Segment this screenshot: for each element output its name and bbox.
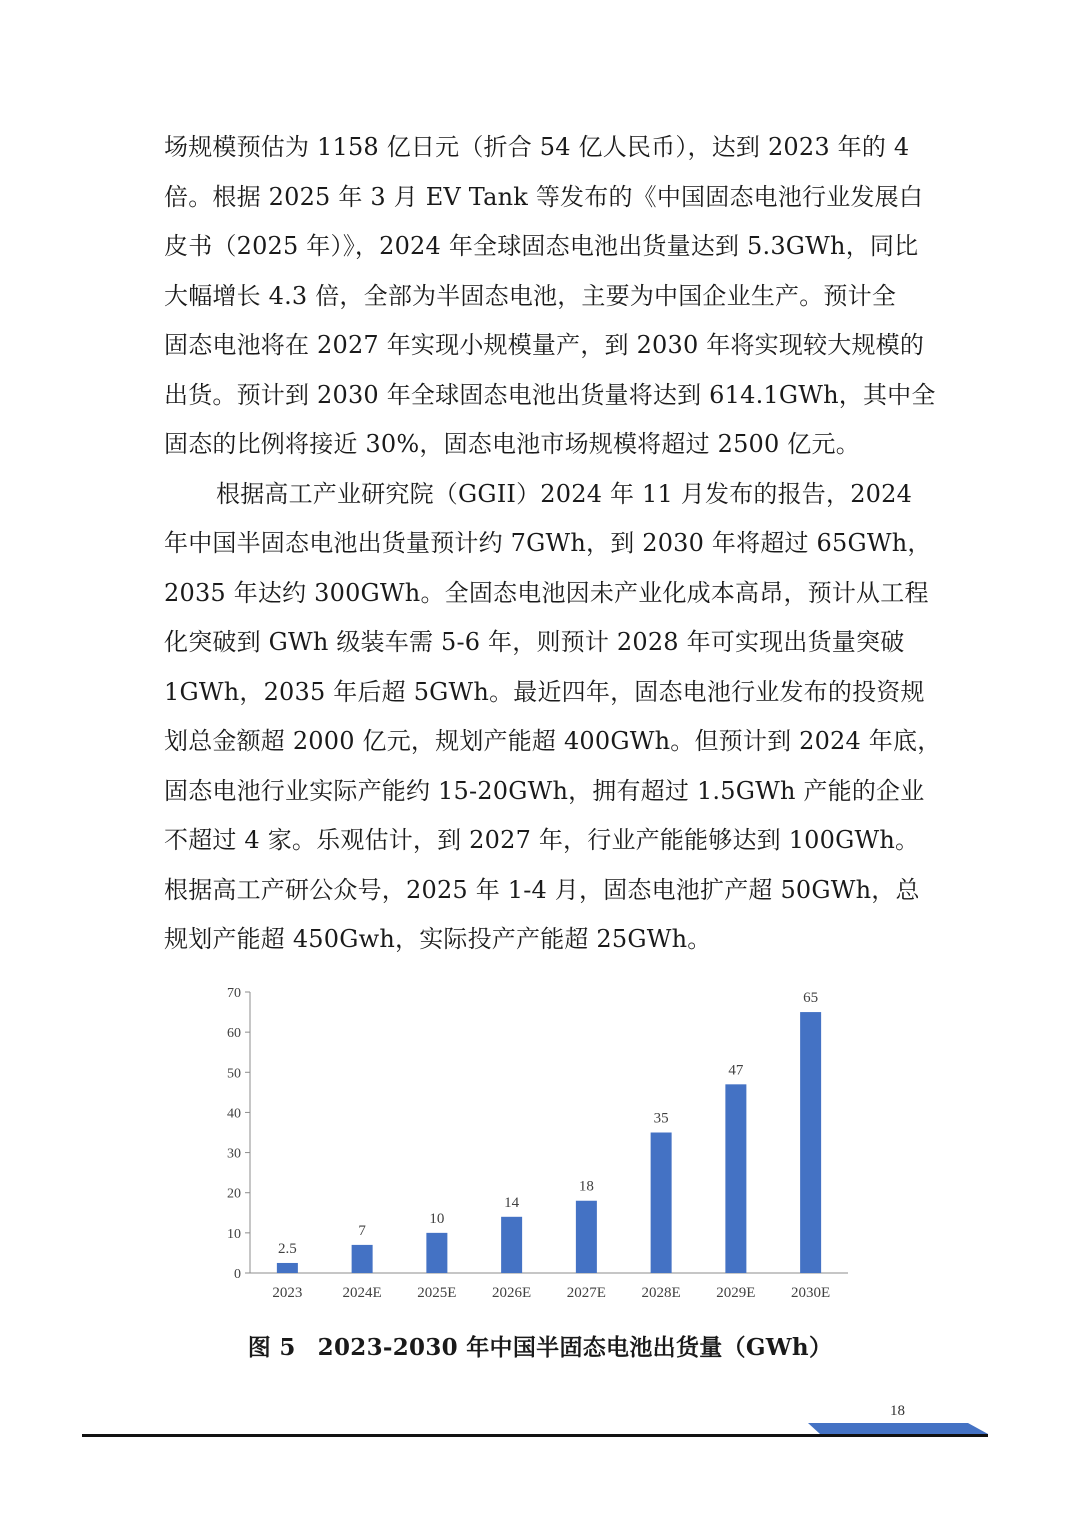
x-tick-label: 2025E [417,1285,457,1301]
bar [277,1263,298,1273]
data-label: 14 [504,1194,520,1211]
text-line: 固态电池行业实际产能约 15-20GWh，拥有超过 1.5GWh 产能的企业 [164,776,925,805]
data-label: 18 [578,1178,594,1195]
data-label: 10 [429,1210,445,1227]
text-line: 根据高工产研公众号，2025 年 1-4 月，固态电池扩产超 50GWh，总 [164,875,920,904]
text-line: 出货。预计到 2030 年全球固态电池出货量将达到 614.1GWh，其中全 [164,380,936,409]
bar [576,1201,597,1273]
text-line: 根据高工产业研究院（GGII）2024 年 11 月发布的报告，2024 [216,479,913,508]
text-line: 倍。根据 2025 年 3 月 EV Tank 等发布的《中国固态电池行业发展白 [164,182,924,211]
y-tick-label: 60 [227,1026,241,1042]
text-line: 固态的比例将接近 30%，固态电池市场规模将超过 2500 亿元。 [164,430,860,458]
page-number: 18 [890,1403,905,1419]
y-tick-label: 10 [227,1226,241,1242]
x-tick-label: 2024E [342,1285,382,1301]
footer-rule [82,1434,988,1437]
text-line: 化突破到 GWh 级装车需 5-6 年，则预计 2028 年可实现出货量突破 [164,628,905,656]
text-line: 年中国半固态电池出货量预计约 7GWh，到 2030 年将超过 65GWh， [164,529,932,557]
x-tick-label: 2026E [492,1285,532,1301]
y-tick-label: 0 [234,1267,241,1282]
bar [426,1233,447,1273]
y-tick-label: 70 [227,986,241,1001]
body-text [164,123,942,965]
data-label: 35 [653,1110,669,1127]
bar [651,1133,672,1274]
text-line: 划总金额超 2000 亿元，规划产能超 400GWh。但预计到 2024 年底， [164,727,942,755]
y-tick-label: 40 [227,1106,241,1122]
data-label: 65 [803,990,819,1007]
bar [800,1012,821,1273]
x-tick-label: 2027E [566,1285,606,1301]
y-tick-label: 50 [227,1066,241,1082]
y-axis [227,986,250,1282]
shipment-bar-chart [200,975,860,1315]
data-label: 2.5 [278,1240,297,1257]
y-tick-label: 20 [227,1186,241,1202]
data-label: 7 [358,1222,366,1239]
text-line: 规划产能超 450Gwh，实际投产产能超 25GWh。 [164,925,712,953]
text-line: 皮书（2025 年）》，2024 年全球固态电池出货量达到 5.3GWh，同比 [164,232,919,260]
y-tick-label: 30 [227,1146,241,1162]
text-line: 2035 年达约 300GWh。全固态电池因未产业化成本高昂，预计从工程 [164,578,929,607]
x-tick-label: 2023 [272,1285,303,1301]
x-tick-label: 2029E [716,1285,756,1301]
text-line: 不超过 4 家。乐观估计，到 2027 年，行业产能能够达到 100GWh。 [164,826,920,854]
figure-caption-text: 2023-2030 年中国半固态电池出货量（GWh） [317,1334,833,1361]
bar [725,1084,746,1273]
x-axis [250,1273,848,1301]
text-line: 固态电池将在 2027 年实现小规模量产，到 2030 年将实现较大规模的 [164,331,925,359]
x-tick-label: 2028E [641,1285,681,1301]
figure-caption [0,1328,1080,1368]
paragraph [164,470,942,965]
text-line: 1GWh，2035 年后超 5GWh。最近四年，固态电池行业发布的投资规 [164,677,925,706]
text-line: 大幅增长 4.3 倍，全部为半固态电池，主要为中国企业生产。预计全 [164,281,897,310]
footer-accent-bar [808,1423,988,1434]
figure-number: 图 5 [247,1334,296,1361]
chart-svg [200,975,860,1315]
bar [352,1245,373,1273]
x-tick-label: 2030E [791,1285,831,1301]
data-label: 47 [728,1062,744,1079]
text-line: 场规模预估为 1158 亿日元（折合 54 亿人民币），达到 2023 年的 4 [164,133,910,161]
paragraph [164,123,936,470]
bar [501,1217,522,1273]
